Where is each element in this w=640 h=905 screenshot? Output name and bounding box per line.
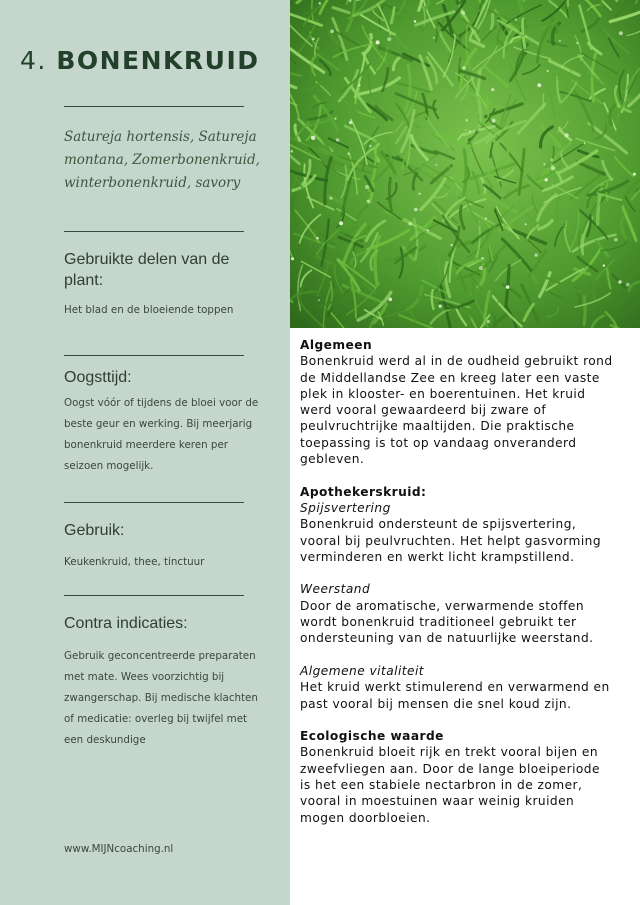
subheading-digestion: Spijsvertering: [300, 500, 391, 515]
dew-highlight: [433, 37, 435, 39]
dew-highlight: [479, 266, 483, 270]
dew-highlight: [534, 253, 537, 256]
dew-highlight: [462, 66, 465, 69]
text-immunity: Door de aromatische, verwarmende stoffen wordt bonenkruid traditioneel gebruikt ter ondersteuning van de natuurlijke weerstand.: [300, 598, 594, 646]
divider: [64, 355, 244, 356]
dew-highlight: [329, 197, 332, 200]
dew-highlight: [506, 285, 510, 289]
dew-highlight: [469, 130, 471, 132]
dew-highlight: [603, 264, 605, 266]
dew-highlight: [614, 238, 617, 241]
subheading-vitality: Algemene vitaliteit: [300, 663, 425, 678]
heading-ecology: Ecologische waarde: [300, 729, 444, 744]
leaf-stroke: [584, 297, 585, 325]
dew-highlight: [461, 11, 465, 15]
dew-highlight: [436, 164, 438, 166]
section-heading-use: Gebruik:: [64, 522, 125, 539]
divider: [64, 231, 244, 232]
dew-highlight: [376, 40, 380, 44]
leaf-stroke: [507, 137, 508, 177]
section-text-contra: Gebruik geconcentreerde preparaten met mate. Wees voorzichtig bij zwangerschap. Bij medische klachten of medicatie: overleg bij twijfel met een deskundige: [64, 650, 258, 746]
dew-highlight: [312, 38, 315, 41]
dew-highlight: [525, 223, 527, 225]
dew-highlight: [550, 158, 553, 161]
dew-highlight: [565, 133, 569, 137]
dew-highlight: [515, 19, 517, 21]
dew-highlight: [318, 2, 321, 5]
section-text-harvest: Oogst vóór of tijdens de bloei voor de beste geur en werking. Bij meerjarig bonenkruid meerdere keren per seizoen mogelijk.: [64, 397, 259, 472]
section-text-use: Keukenkruid, thee, tinctuur: [64, 556, 205, 568]
text-ecology: Bonenkruid bloeit rijk en trekt vooral bijen en zweefvliegen aan. Door de lange bloeiperiode is het een stabiele nectarbron in de zomer, vooral in moestuinen waar weinig kruiden mogen doorbloeien.: [300, 745, 600, 825]
dew-highlight: [491, 119, 495, 123]
dew-highlight: [547, 70, 549, 72]
dew-highlight: [451, 244, 453, 246]
section-heading-harvest: Oogsttijd:: [64, 369, 132, 386]
divider: [64, 595, 244, 596]
dew-highlight: [465, 119, 468, 122]
dew-highlight: [551, 166, 555, 170]
dew-highlight: [427, 229, 429, 231]
dew-highlight: [367, 200, 370, 203]
heading-apothecary: Apothekerskruid:: [300, 484, 427, 499]
dew-highlight: [318, 299, 320, 301]
plant-photo: [290, 0, 640, 328]
dew-highlight: [491, 88, 494, 91]
main-content: [300, 337, 632, 826]
dew-highlight: [545, 178, 548, 181]
dew-highlight: [349, 121, 352, 124]
dew-highlight: [414, 20, 417, 23]
dew-highlight: [481, 257, 483, 259]
dew-highlight: [316, 237, 319, 240]
heading-general: Algemeen: [300, 338, 373, 352]
dew-highlight: [311, 136, 315, 140]
title-name: BONENKRUID: [56, 46, 260, 75]
dew-highlight: [291, 257, 294, 260]
dew-highlight: [369, 145, 371, 147]
dew-highlight: [334, 118, 336, 120]
dew-highlight: [485, 218, 487, 220]
dew-highlight: [290, 150, 293, 153]
dew-highlight: [543, 163, 545, 165]
dew-highlight: [330, 29, 334, 33]
dew-highlight: [419, 193, 421, 195]
dew-highlight: [439, 305, 442, 308]
dew-highlight: [358, 84, 360, 86]
dew-highlight: [618, 280, 621, 283]
dew-highlight: [633, 173, 636, 176]
divider: [64, 502, 244, 503]
dew-highlight: [487, 320, 490, 323]
dew-highlight: [576, 42, 578, 44]
divider: [64, 106, 244, 107]
title-number: 4.: [20, 46, 47, 75]
info-sidebar: [0, 0, 290, 905]
dew-highlight: [559, 40, 561, 42]
section-text-parts: Het blad en de bloeiende toppen: [64, 304, 234, 316]
dew-highlight: [389, 298, 393, 302]
section-heading-contra: Contra indicaties:: [64, 615, 188, 632]
dew-highlight: [365, 185, 369, 189]
dew-highlight: [414, 208, 418, 212]
leaf-stroke: [491, 14, 493, 28]
dew-highlight: [347, 152, 350, 155]
text-vitality: Het kruid werkt stimulerend en verwarmend en past vooral bij mensen die snel koud zijn.: [300, 680, 610, 711]
dew-highlight: [336, 138, 340, 142]
dew-highlight: [408, 222, 412, 226]
dew-highlight: [537, 83, 541, 87]
latin-names: Satureja hortensis, Satureja montana, Zomerbonenkruid, winterbonenkruid, savory: [64, 129, 260, 191]
website-link[interactable]: www.MIJNcoaching.nl: [64, 843, 174, 855]
subheading-immunity: Weerstand: [300, 582, 371, 597]
dew-highlight: [619, 31, 623, 35]
dew-highlight: [387, 37, 391, 41]
dew-highlight: [626, 283, 630, 287]
text-digestion: Bonenkruid ondersteunt de spijsvertering, vooral bij peulvruchten. Het helpt gasvorming verminderen en werkt licht krampstillend.: [300, 517, 602, 564]
dew-highlight: [339, 221, 343, 225]
section-heading-parts: Gebruikte delen van de plant:: [64, 251, 230, 289]
page-title: [20, 46, 260, 75]
dew-highlight: [584, 142, 586, 144]
text-general: Bonenkruid werd al in de oudheid gebruikt rond de Middellandse Zee en kreeg later een vaste plek in klooster- en boerentuinen. Het kruid werd vooral gewaardeerd bij zware of peulvruchtrijke maaltijden. Die praktische toepassing is tot op vandaag onveranderd gebleven.: [300, 354, 613, 467]
plant-image: [290, 0, 640, 328]
